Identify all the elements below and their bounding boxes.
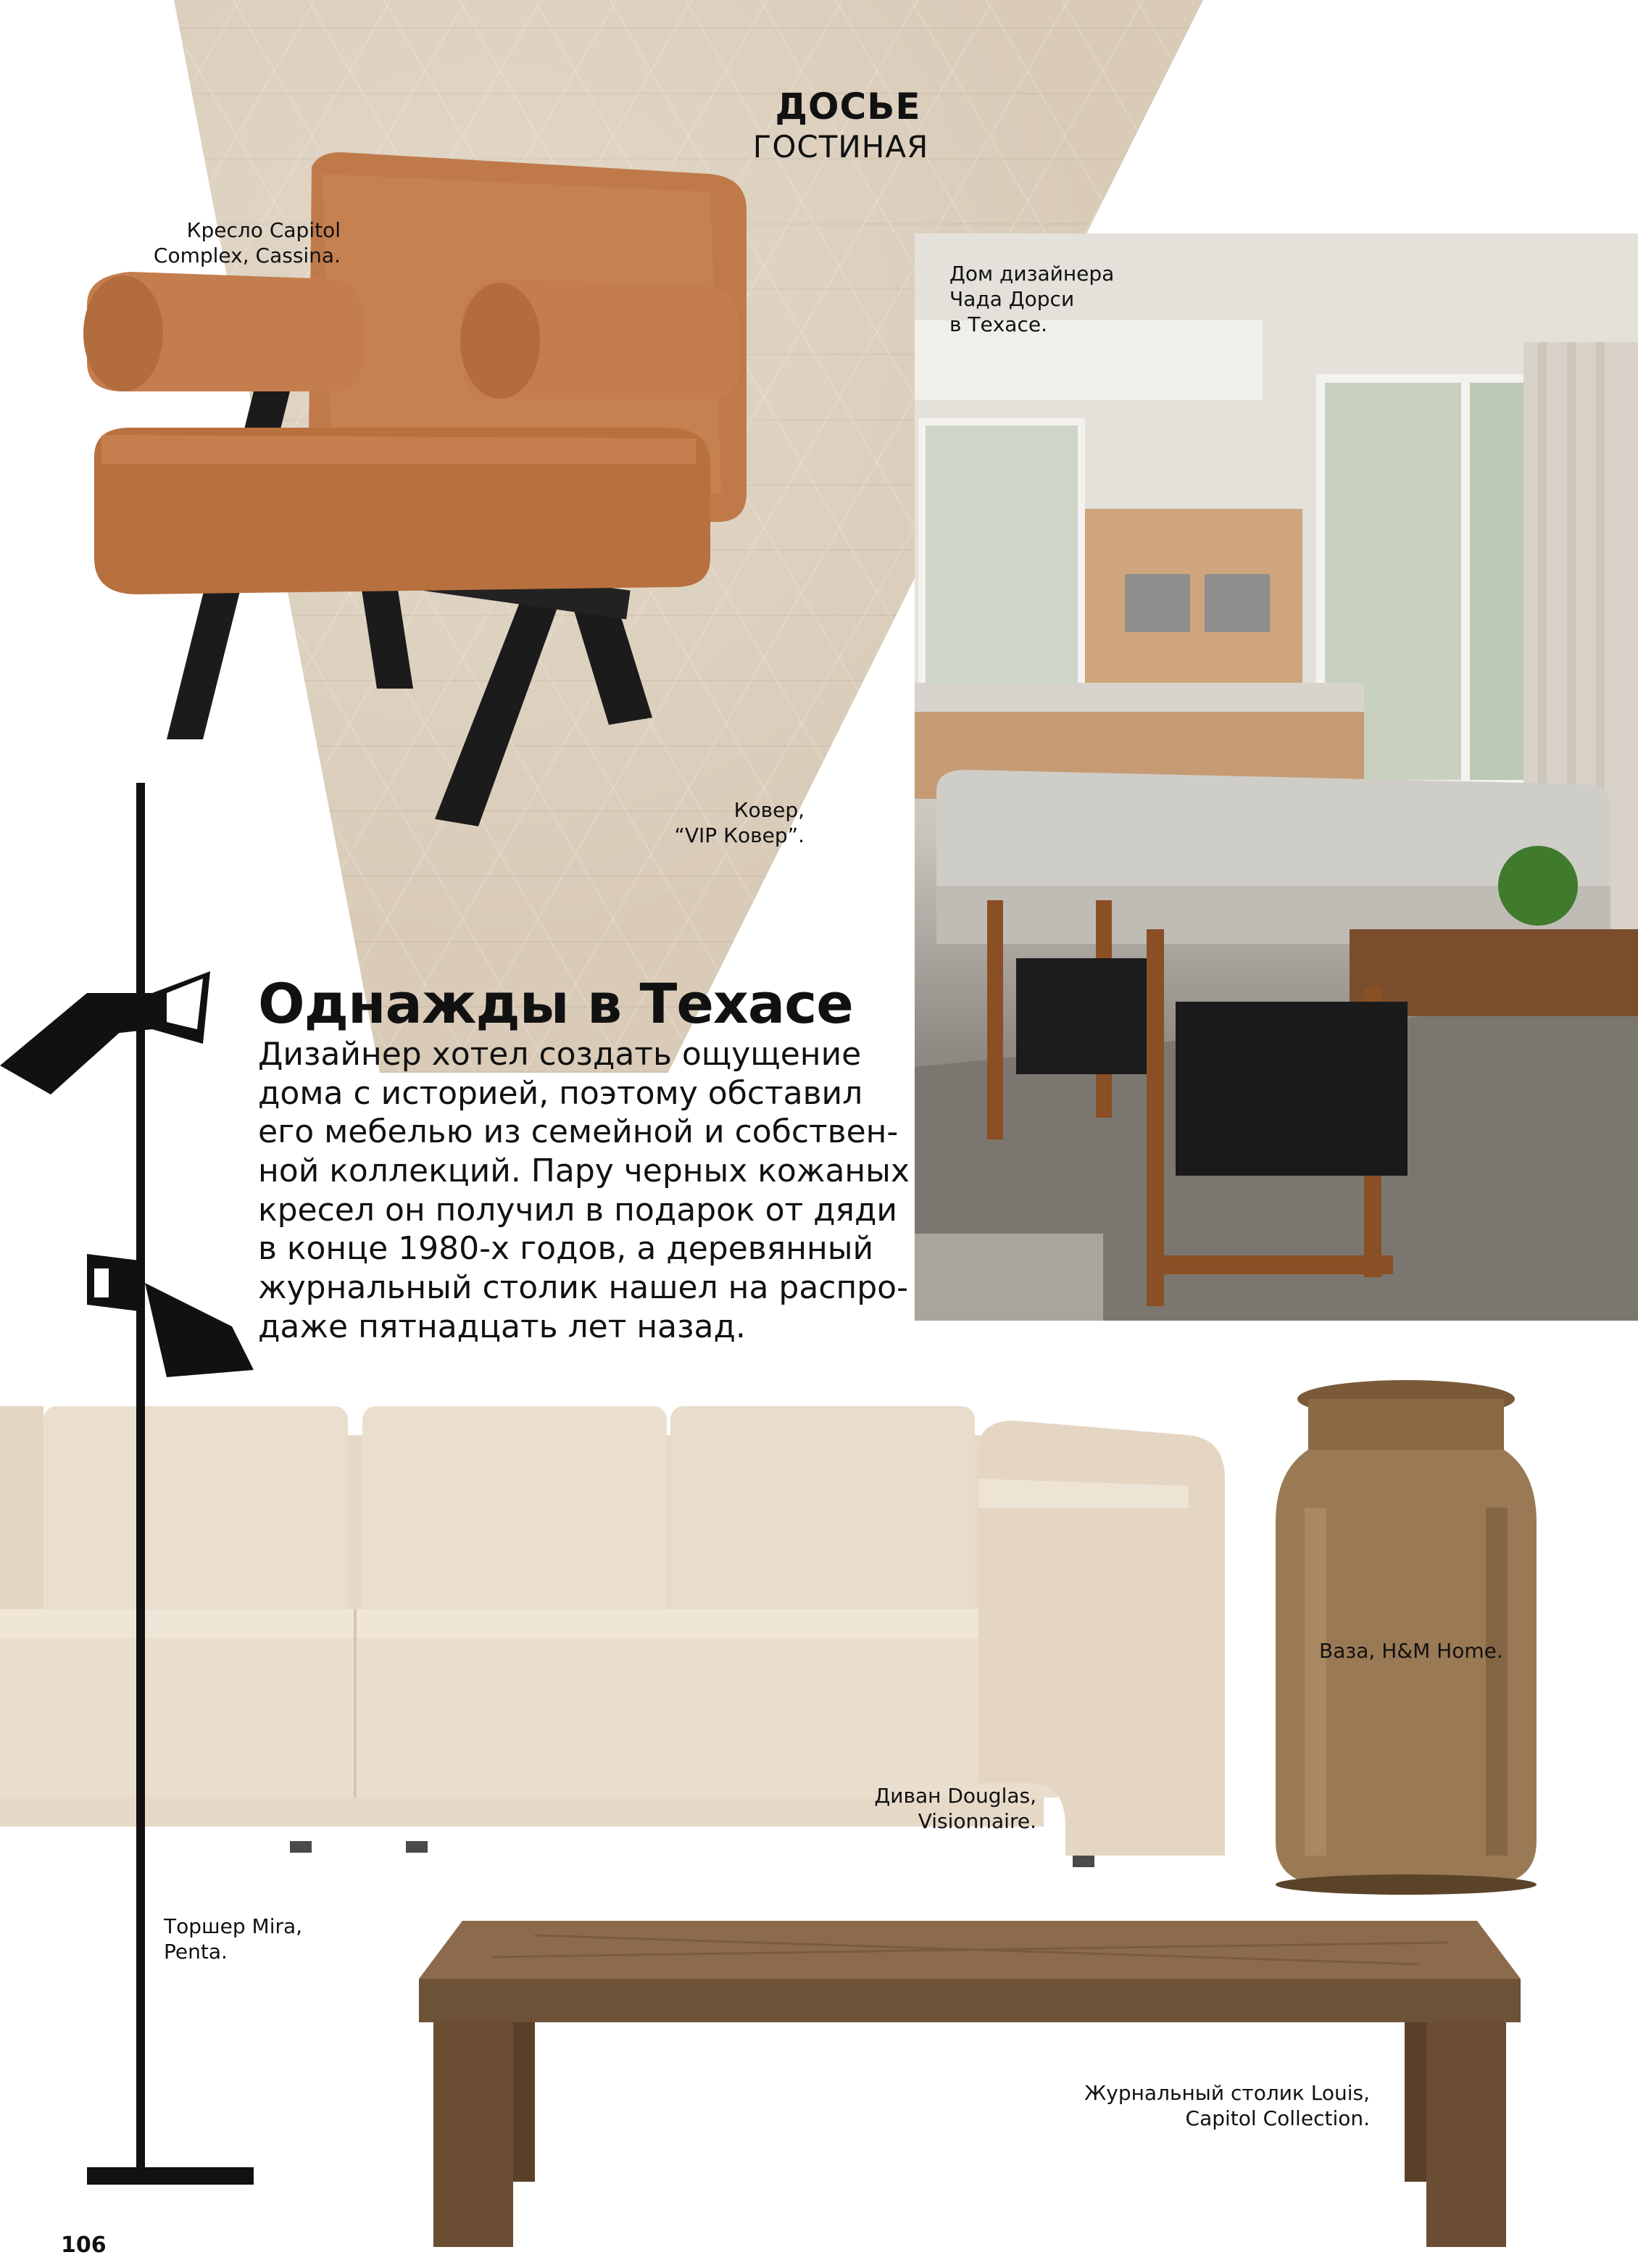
armchair-caption: Кресло Capitol Complex, Cassina. [153,218,341,267]
section-title: ДОСЬЕ [775,86,921,128]
section-subtitle: ГОСТИНАЯ [752,129,929,165]
rug-caption: Ковер, “VIP Ковер”. [674,798,805,847]
floor-lamp-image [0,776,275,2189]
photo-caption: Дом дизайнера Чада Дорси в Техасе. [949,262,1115,336]
page-number: 106 [61,2232,107,2258]
coffee-table-caption: Журнальный столик Louis, Capitol Collection. [1084,2081,1370,2130]
interior-photo [915,233,1638,1321]
floor-lamp-caption: Торшер Mira, Penta. [164,1914,303,1964]
sofa-caption: Диван Douglas, Visionnaire. [874,1784,1036,1833]
article-title: Однажды в Техасе [258,971,853,1036]
vase-caption: Ваза, H&M Home. [1319,1639,1503,1663]
article-lead: Дизайнер хотел создать ощущение дома с историей, поэтому обставил его мебелью из семейной и собствен- ной коллекций. Пару черных кожаных кресел он получил в подарок от дяди в конце 1980-х годов, а деревянный журнальный столик нашел на распро- даже пятнадцать лет назад. [258,1036,910,1345]
